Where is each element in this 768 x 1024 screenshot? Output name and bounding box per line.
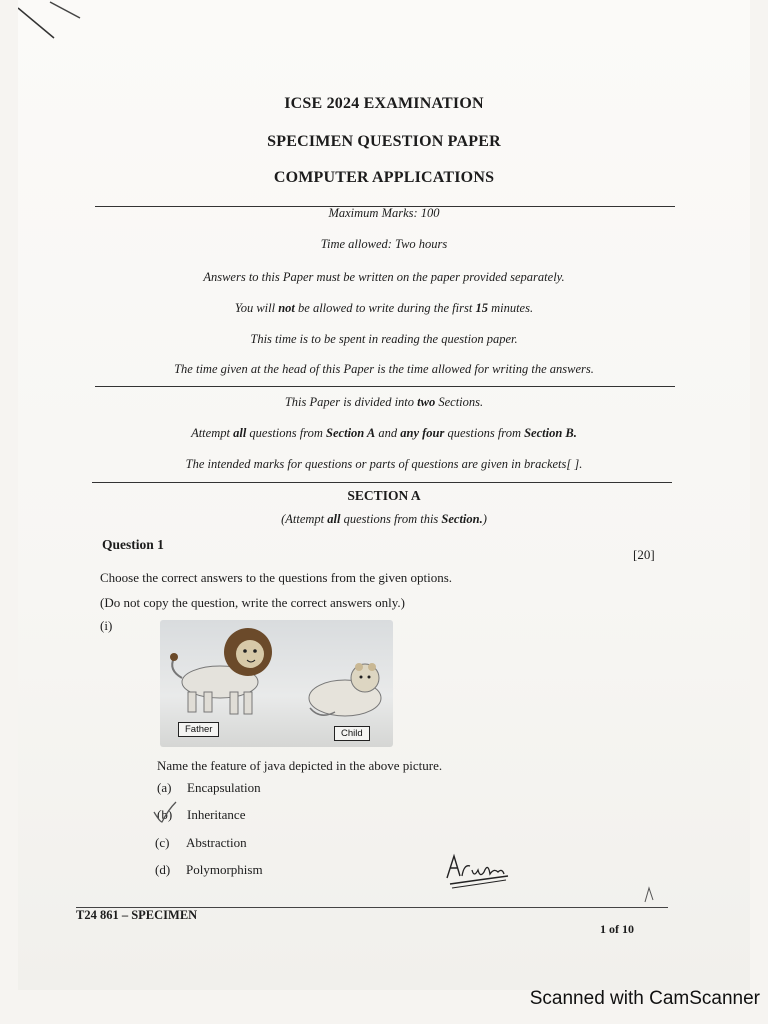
- marks-note: The intended marks for questions or parts of questions are given in brackets[ ].: [185, 457, 583, 471]
- option-letter: (a): [157, 780, 172, 795]
- answers-note: Answers to this Paper must be written on the paper provided separately.: [203, 270, 565, 284]
- page-number: 1 of 10: [600, 922, 634, 936]
- option-text: Abstraction: [186, 835, 247, 850]
- subject-title: COMPUTER APPLICATIONS: [273, 169, 495, 186]
- attempt-note: Attempt all questions from Section A and any four questions from Section B.: [191, 426, 577, 440]
- section-subtitle: (Attempt all questions from this Section.): [281, 512, 487, 526]
- part-label: (i): [100, 618, 113, 633]
- question-marks: [20]: [633, 547, 655, 562]
- divided-note: This Paper is divided into two Sections.: [284, 395, 484, 409]
- handwritten-signature: [444, 850, 514, 890]
- father-child-lion-illustration: [160, 620, 393, 747]
- pen-stroke: [642, 886, 656, 904]
- question-label: Question 1: [102, 537, 164, 552]
- child-tag: Child: [334, 726, 370, 741]
- option-letter: (c): [155, 835, 170, 850]
- question-instruction-note: (Do not copy the question, write the correct answers only.): [100, 595, 405, 610]
- father-tag: Father: [178, 722, 219, 737]
- scanner-watermark: Scanned with CamScanner: [529, 988, 760, 1009]
- option-letter: (d): [155, 862, 171, 877]
- option-letter: (b): [157, 807, 173, 822]
- time-allowed: Time allowed: Two hours: [320, 237, 448, 251]
- max-marks: Maximum Marks: 100: [328, 206, 440, 220]
- no-write-note: You will not be allowed to write during the first 15 minutes.: [234, 301, 534, 315]
- section-title: SECTION A: [347, 488, 421, 503]
- divider: [92, 482, 672, 483]
- tick-mark-icon: [150, 800, 180, 826]
- option-text: Inheritance: [187, 807, 246, 822]
- divider: [95, 386, 675, 387]
- exam-title: ICSE 2024 EXAMINATION: [284, 95, 484, 112]
- reading-note: This time is to be spent in reading the question paper.: [250, 332, 518, 346]
- paper-code: T24 861 – SPECIMEN: [76, 908, 198, 922]
- paper-type: SPECIMEN QUESTION PAPER: [267, 133, 501, 150]
- question-instruction: Choose the correct answers to the questions from the given options.: [100, 570, 453, 585]
- option-text: Polymorphism: [186, 862, 263, 877]
- option-text: Encapsulation: [187, 780, 261, 795]
- time-note: The time given at the head of this Paper is the time allowed for writing the answers.: [174, 362, 594, 376]
- pen-mark: [18, 0, 98, 50]
- question-prompt: Name the feature of java depicted in the above picture.: [157, 758, 443, 773]
